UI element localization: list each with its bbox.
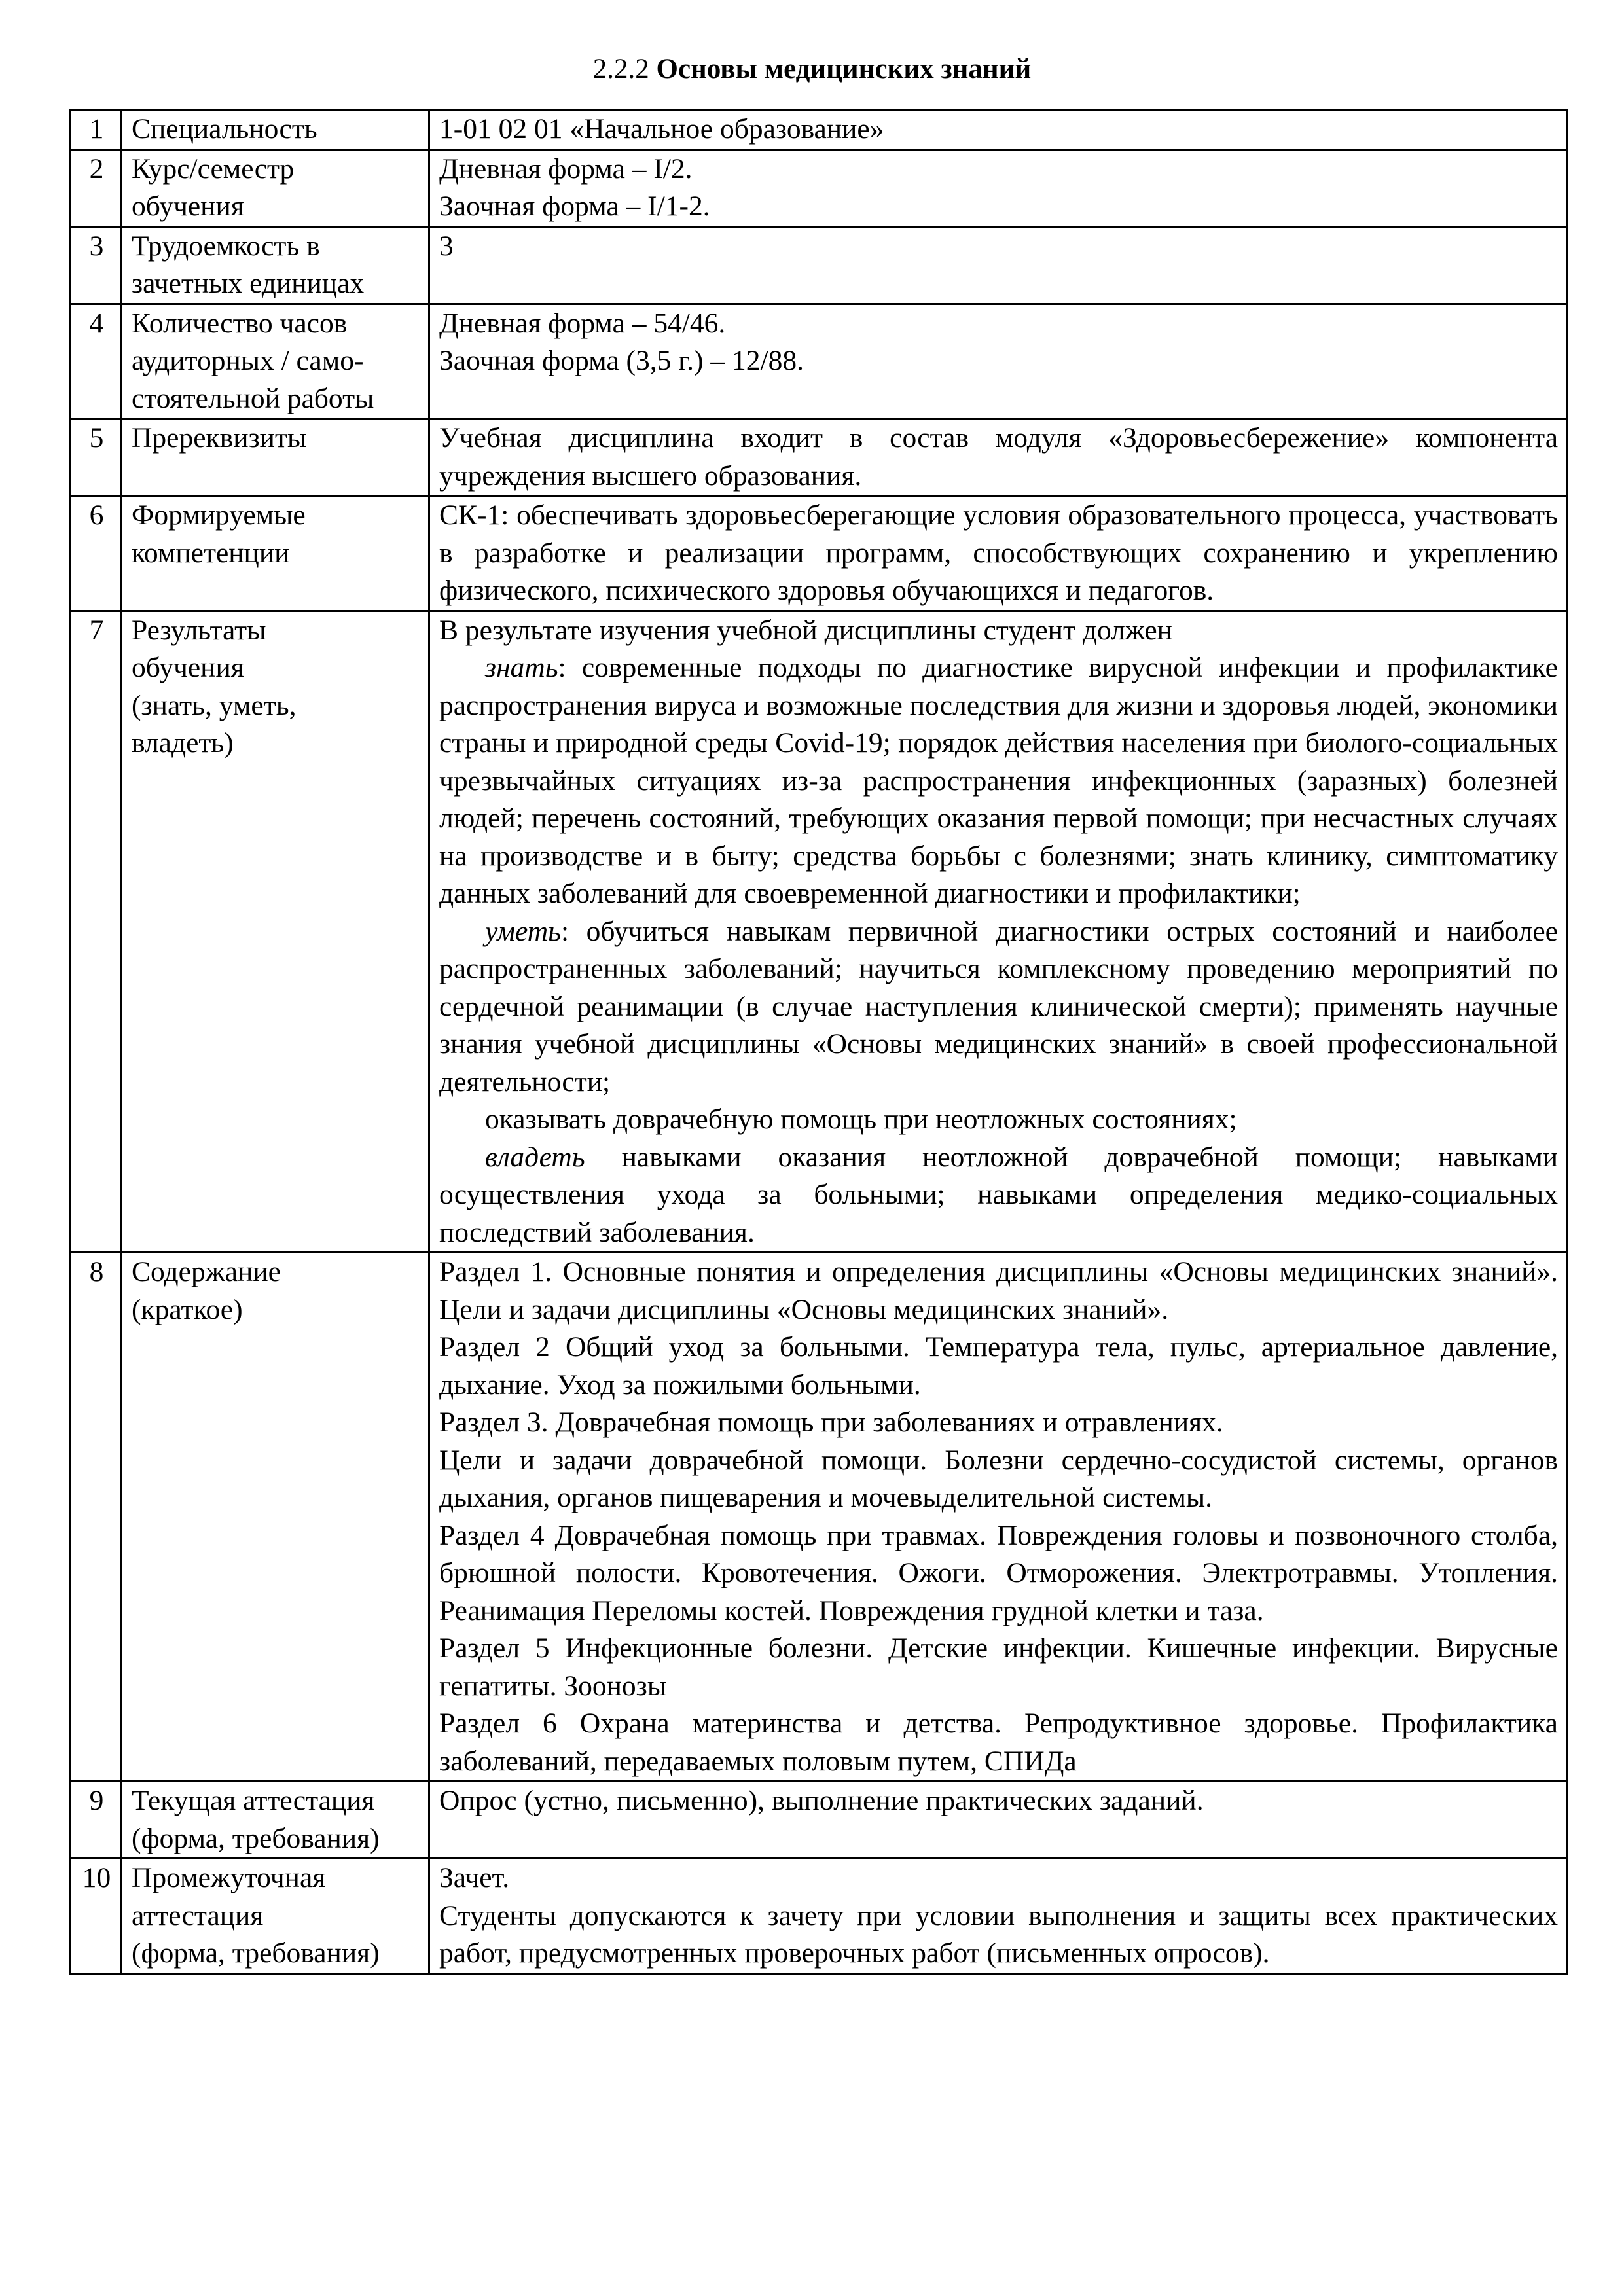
know-term: знать [485, 652, 558, 683]
section-heading [0, 51, 1624, 88]
value-paragraph: Учебная дисциплина входит в состав модуля «Здоровьесбережение» компонента учреждения высшего образования. [439, 422, 1558, 492]
able-extra: оказывать доврачебную помощь при неотложных состояниях; [485, 1103, 1237, 1135]
row-label [122, 1859, 429, 1974]
table-row [71, 1859, 1567, 1974]
table-row [71, 149, 1567, 226]
label-line: Содержание [132, 1256, 281, 1287]
know-text: : современные подходы по диагностике вирусной инфекции и профилактике распространения вируса и возможные последствия для жизни и здоровья людей, экономики страны и природной среды Covid-19; порядок действия населения при биолого-социальных чрезвычайных ситуациях из-за распространения инфекционных (заразных) болезней людей; перечень состояний, требующих оказания первой помощи; при несчастных случаях на производстве и в быту; средства борьбы с болезнями; знать клинику, симптоматику данных заболеваний для своевременной диагностики и профилактики; [439, 652, 1558, 909]
label-line: (знать, уметь, [132, 689, 297, 721]
label-line: Промежуточная [132, 1862, 326, 1893]
section-title: Основы медицинских знаний [656, 54, 1032, 84]
row-value [429, 1253, 1567, 1782]
row-value [429, 1782, 1567, 1859]
table-row [71, 419, 1567, 496]
label-line: Формируемые [132, 499, 306, 531]
own-term: владеть [485, 1141, 585, 1173]
row-label [122, 496, 429, 611]
content-paragraph: Раздел 1. Основные понятия и определения дисциплины «Основы медицинских знаний». Цели и задачи дисциплины «Основы медицинских знаний». [439, 1256, 1558, 1325]
row-number: 5 [71, 419, 122, 496]
label-line: Специальность [132, 113, 317, 145]
row-value [429, 1859, 1567, 1974]
row-label [122, 1782, 429, 1859]
label-line: аудиторных / само- [132, 345, 364, 376]
value-line: Дневная форма – 54/46. [439, 307, 726, 339]
content-paragraph: Раздел 2 Общий уход за больными. Температура тела, пульс, артериальное давление, дыхание. Уход за пожилыми больными. [439, 1331, 1558, 1401]
label-line: Количество часов [132, 307, 348, 339]
own-text: навыками оказания неотложной доврачебной помощи; навыками осуществления ухода за больными; навыками определения медико-социальных последствий заболевания. [439, 1141, 1558, 1248]
label-line: (форма, требования) [132, 1822, 380, 1854]
label-line: Текущая аттестация [132, 1785, 375, 1816]
row-value [429, 226, 1567, 304]
label-line: (краткое) [132, 1293, 243, 1325]
value-paragraph: СК-1: обеспечивать здоровьесберегающие условия образовательного процесса, участвовать в разработке и реализации программ, способствующих сохранению и укреплению физического, психического здоровья обучающихся и педагогов. [439, 499, 1558, 606]
row-label [122, 1253, 429, 1782]
able-paragraph [439, 913, 1558, 1102]
row-label [122, 304, 429, 419]
content-paragraph: Цели и задачи доврачебной помощи. Болезни сердечно-сосудистой системы, органов дыхания, органов пищеварения и мочевыделительной системы. [439, 1444, 1558, 1513]
table-row [71, 1253, 1567, 1782]
value-line: 3 [439, 230, 454, 262]
content-paragraph: Раздел 6 Охрана материнства и детства. Репродуктивное здоровье. Профилактика заболеваний, передаваемых половым путем, СПИДа [439, 1708, 1558, 1777]
label-line: компетенции [132, 537, 290, 569]
value-line: Дневная форма – I/2. [439, 152, 693, 185]
label-line: обучения [132, 190, 244, 222]
content-paragraph: Раздел 3. Доврачебная помощь при заболеваниях и отравлениях. [439, 1407, 1223, 1438]
discipline-table [69, 109, 1568, 1975]
value-line: Заочная форма – I/1-2. [439, 190, 710, 222]
label-line: Пререквизиты [132, 422, 307, 454]
row-value [429, 110, 1567, 150]
row-number: 2 [71, 149, 122, 226]
value-paragraph: Студенты допускаются к зачету при условии выполнения и защиты всех практических работ, предусмотренных проверочных работ (письменных опросов). [439, 1899, 1558, 1969]
content-paragraph: Раздел 4 Доврачебная помощь при травмах. Повреждения головы и позвоночного столба, брюшной полости. Кровотечения. Ожоги. Отморожения. Электротравмы. Утопления. Реанимация Переломы костей. Повреждения грудной клетки и таза. [439, 1519, 1558, 1626]
row-number: 8 [71, 1253, 122, 1782]
able-text: : обучиться навыкам первичной диагностики острых состояний и наиболее распространенных заболеваний; научиться комплексному проведению мероприятий по сердечной реанимации (в случае наступления клинической смерти); применять научные знания учебной дисциплины «Основы медицинских знаний» в своей профессиональной деятельности; [439, 915, 1558, 1098]
table-row [71, 496, 1567, 611]
table-row [71, 611, 1567, 1253]
label-line: Трудоемкость в [132, 230, 320, 262]
section-number: 2.2.2 [592, 54, 649, 84]
row-number: 1 [71, 110, 122, 150]
row-label [122, 226, 429, 304]
row-value [429, 496, 1567, 611]
row-label [122, 149, 429, 226]
label-line: владеть) [132, 727, 234, 759]
table-row [71, 110, 1567, 150]
value-line: 1-01 02 01 «Начальное образование» [439, 113, 884, 145]
row-number: 10 [71, 1859, 122, 1974]
label-line: аттестация [132, 1899, 264, 1931]
table-row [71, 226, 1567, 304]
label-line: (форма, требования) [132, 1937, 380, 1969]
row-number: 4 [71, 304, 122, 419]
row-label [122, 419, 429, 496]
value-line: Зачет. [439, 1862, 510, 1893]
row-value [429, 611, 1567, 1253]
label-line: Курс/семестр [132, 152, 295, 185]
value-line: Заочная форма (3,5 г.) – 12/88. [439, 345, 804, 376]
row-label [122, 110, 429, 150]
content-paragraph: Раздел 5 Инфекционные болезни. Детские инфекции. Кишечные инфекции. Вирусные гепатиты. Зоонозы [439, 1632, 1558, 1702]
row-value [429, 304, 1567, 419]
row-value [429, 149, 1567, 226]
label-line: Результаты [132, 614, 266, 646]
row-label [122, 611, 429, 1253]
know-paragraph [439, 649, 1558, 913]
row-number: 7 [71, 611, 122, 1253]
row-number: 3 [71, 226, 122, 304]
row-number: 6 [71, 496, 122, 611]
able-term: уметь [485, 915, 561, 947]
label-line: обучения [132, 652, 244, 683]
table-row [71, 304, 1567, 419]
label-line: зачетных единицах [132, 268, 365, 299]
row-value [429, 419, 1567, 496]
value-paragraph: Опрос (устно, письменно), выполнение практических заданий. [439, 1785, 1204, 1816]
label-line: стоятельной работы [132, 382, 374, 414]
table-row [71, 1782, 1567, 1859]
results-intro: В результате изучения учебной дисциплины студент должен [439, 614, 1172, 646]
own-paragraph [439, 1139, 1558, 1252]
row-number: 9 [71, 1782, 122, 1859]
